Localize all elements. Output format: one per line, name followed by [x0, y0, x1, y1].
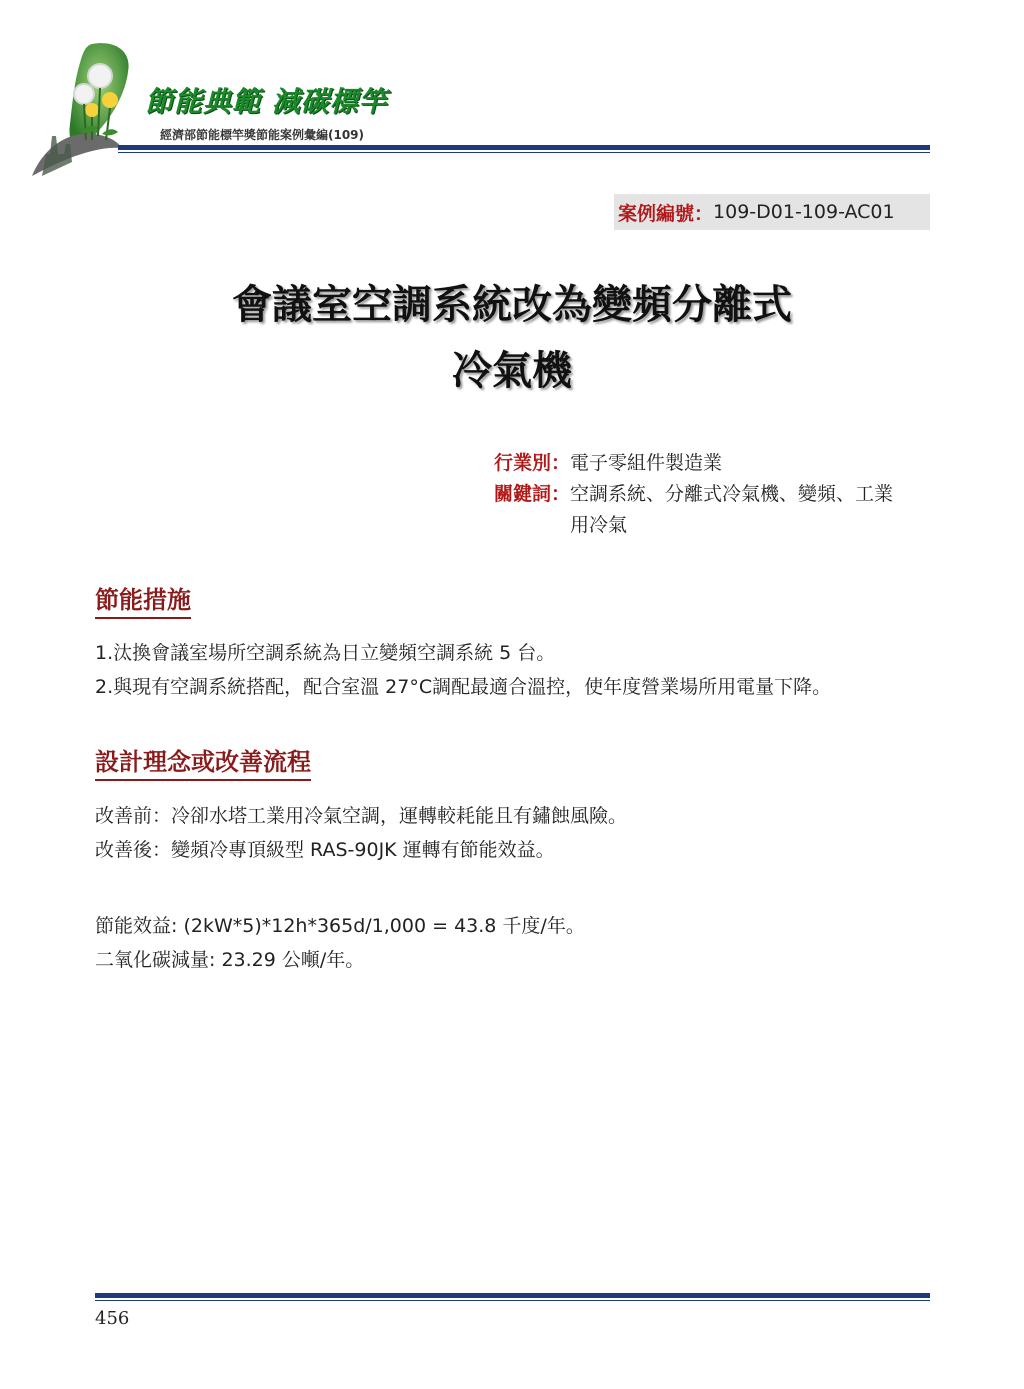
case-number-value: 109-D01-109-AC01: [713, 201, 895, 223]
keywords-label: 關鍵詞：: [494, 483, 571, 505]
industry-label: 行業別：: [494, 452, 571, 474]
page-title: [0, 272, 1024, 404]
co2-reduction: 二氧化碳減量: 23.29 公噸/年。: [95, 949, 365, 971]
footer-rule-thin: [95, 1300, 930, 1301]
page-number: 456: [95, 1308, 130, 1329]
improvement-process: [95, 799, 627, 867]
measures-list: [95, 636, 831, 704]
brand-title: 節能典範 減碳標竿: [145, 85, 388, 118]
improvement-before: 改善前：冷卻水塔工業用冷氣空調，運轉較耗能且有鏽蝕風險。: [95, 805, 628, 827]
title-line-1: 會議室空調系統改為變頻分離式: [232, 282, 792, 328]
header-rule: [118, 145, 930, 150]
keywords-row: [494, 479, 910, 541]
improvement-after: 改善後：變頻冷專頂級型 RAS-90JK 運轉有節能效益。: [95, 839, 555, 861]
industry-row: [494, 448, 910, 479]
header-rule-thin: [118, 152, 930, 153]
measure-item: 1.汰換會議室場所空調系統為日立變頻空調系統 5 台。: [95, 642, 556, 664]
case-number-box: [614, 194, 930, 230]
energy-benefit: 節能效益: (2kW*5)*12h*365d/1,000 = 43.8 千度/年。: [95, 915, 585, 937]
keywords-value: 空調系統、分離式冷氣機、變頻、工業用冷氣: [570, 483, 894, 536]
industry-value: 電子零組件製造業: [570, 452, 723, 474]
footer-rule: [95, 1293, 930, 1298]
measure-item: 2.與現有空調系統搭配，配合室溫 27°C調配最適合溫控，使年度營業場所用電量下降。: [95, 676, 832, 698]
title-line-2: 冷氣機: [452, 348, 572, 394]
benefit-summary: [95, 909, 585, 977]
brand-subtitle: 經濟部節能標竿獎節能案例彙編(109): [160, 128, 365, 142]
case-number-label: 案例編號：: [618, 202, 714, 225]
case-meta: [494, 448, 910, 541]
taiwan-dandelion-logo-icon: [22, 36, 162, 181]
section-heading-measures: 節能措施: [95, 580, 191, 619]
section-heading-design: 設計理念或改善流程: [95, 742, 311, 781]
